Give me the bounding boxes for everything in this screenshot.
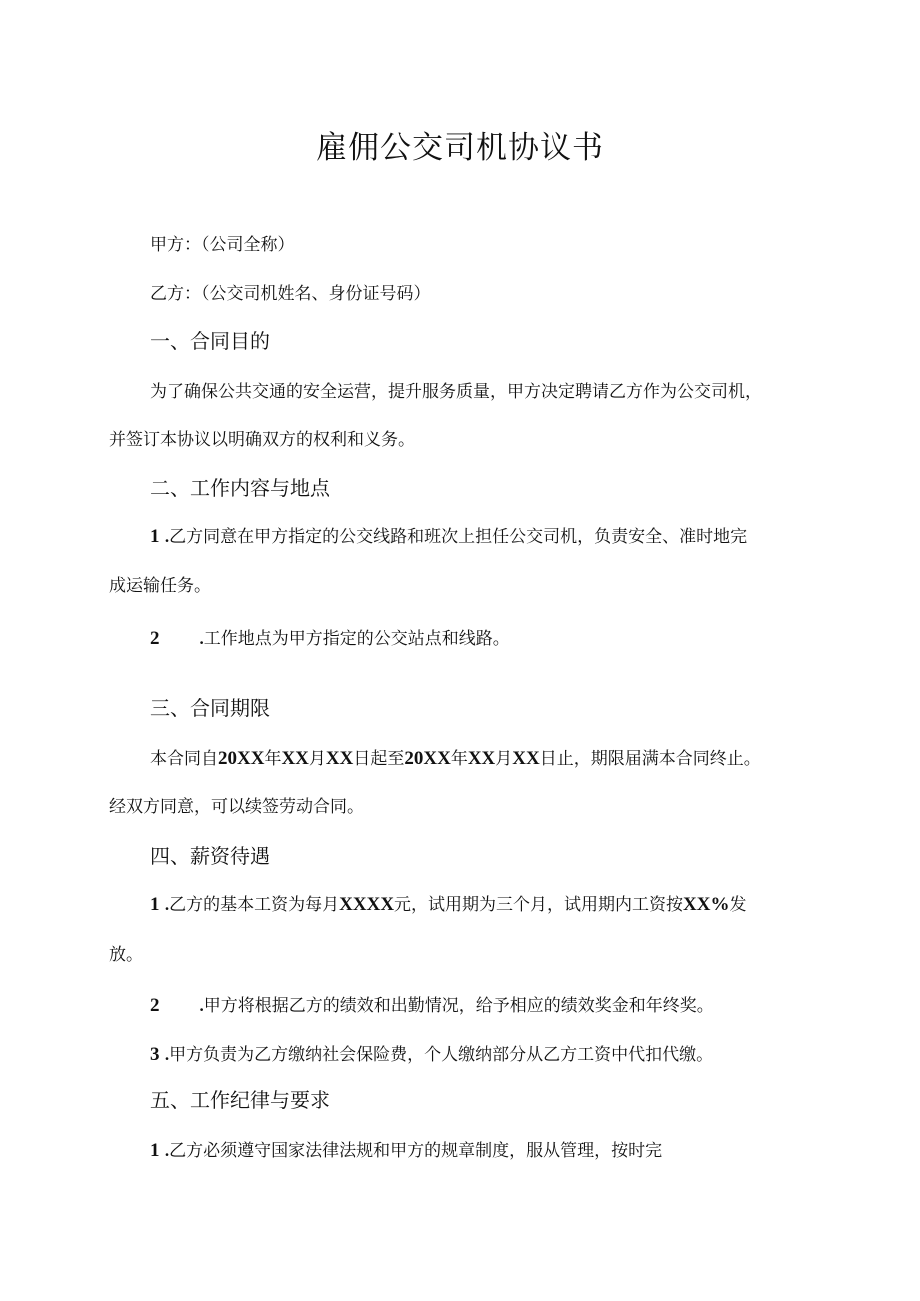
item-number: 3 bbox=[150, 1044, 160, 1065]
probation-percent: XX% bbox=[683, 894, 730, 915]
term-text: 本合同自 bbox=[150, 749, 218, 769]
item-dot: . bbox=[164, 1045, 170, 1064]
item-dot: . bbox=[164, 527, 170, 546]
item-number: 1 bbox=[150, 1140, 160, 1161]
item-text: 乙方同意在甲方指定的公交线路和班次上担任公交司机，负责安全、准时地完 bbox=[169, 527, 748, 547]
section-5-item-1 bbox=[150, 1136, 662, 1162]
item-dot: . bbox=[164, 1141, 170, 1160]
item-dot: . bbox=[199, 996, 204, 1015]
section-3-paragraph-line-1 bbox=[150, 744, 761, 770]
section-1-paragraph-line-2: 并签订本协议以明确双方的权利和义务。 bbox=[109, 430, 415, 450]
item-dot: . bbox=[199, 629, 204, 648]
start-day: XX bbox=[325, 748, 354, 769]
term-text: 年 bbox=[450, 749, 468, 769]
section-4-item-1 bbox=[150, 890, 747, 916]
section-4-heading: 四、薪资待遇 bbox=[150, 844, 270, 868]
section-2-item-1-continued: 成运输任务。 bbox=[109, 576, 211, 596]
item-text: 发 bbox=[729, 895, 747, 915]
section-1-heading: 一、合同目的 bbox=[150, 329, 270, 353]
section-3-heading: 三、合同期限 bbox=[150, 696, 270, 720]
end-year: 20XX bbox=[404, 748, 451, 769]
section-2-item-2 bbox=[150, 624, 510, 650]
term-text: 日止，期限届满本合同终止。 bbox=[539, 749, 761, 769]
section-2-item-1 bbox=[150, 522, 747, 548]
base-salary: XXXX bbox=[339, 894, 395, 915]
item-dot: . bbox=[164, 895, 170, 914]
party-b-line: 乙方：（公交司机姓名、身份证号码） bbox=[150, 284, 431, 304]
section-1-paragraph-line-1: 为了确保公共交通的安全运营，提升服务质量，甲方决定聘请乙方作为公交司机， bbox=[150, 382, 762, 402]
section-2-heading: 二、工作内容与地点 bbox=[150, 476, 330, 500]
item-number: 2 bbox=[150, 995, 160, 1016]
end-month: XX bbox=[467, 748, 496, 769]
section-4-item-3 bbox=[150, 1040, 713, 1066]
end-day: XX bbox=[512, 748, 540, 769]
term-text: 月 bbox=[308, 749, 326, 769]
term-text: 年 bbox=[264, 749, 282, 769]
item-text: 元，试用期为三个月，试用期内工资按 bbox=[394, 895, 684, 915]
section-3-paragraph-line-2: 经双方同意，可以续签劳动合同。 bbox=[109, 797, 364, 817]
party-a-line: 甲方：（公司全称） bbox=[150, 235, 295, 255]
document-title: 雇佣公交司机协议书 bbox=[316, 130, 604, 166]
item-text: 甲方负责为乙方缴纳社会保险费，个人缴纳部分从乙方工资中代扣代缴。 bbox=[169, 1045, 714, 1065]
section-4-item-1-continued: 放。 bbox=[109, 945, 143, 965]
section-4-item-2 bbox=[150, 991, 714, 1017]
item-text: 乙方必须遵守国家法律法规和甲方的规章制度，服从管理，按时完 bbox=[169, 1141, 663, 1161]
section-5-heading: 五、工作纪律与要求 bbox=[150, 1088, 330, 1112]
item-text: 工作地点为甲方指定的公交站点和线路。 bbox=[203, 629, 510, 649]
item-number: 1 bbox=[150, 526, 160, 547]
term-text: 日起至 bbox=[353, 749, 405, 769]
start-year: 20XX bbox=[218, 748, 265, 769]
item-number: 2 bbox=[150, 628, 160, 649]
item-number: 1 bbox=[150, 894, 160, 915]
item-text: 乙方的基本工资为每月 bbox=[169, 895, 340, 915]
term-text: 月 bbox=[495, 749, 513, 769]
item-text: 甲方将根据乙方的绩效和出勤情况，给予相应的绩效奖金和年终奖。 bbox=[203, 996, 714, 1016]
start-month: XX bbox=[281, 748, 309, 769]
